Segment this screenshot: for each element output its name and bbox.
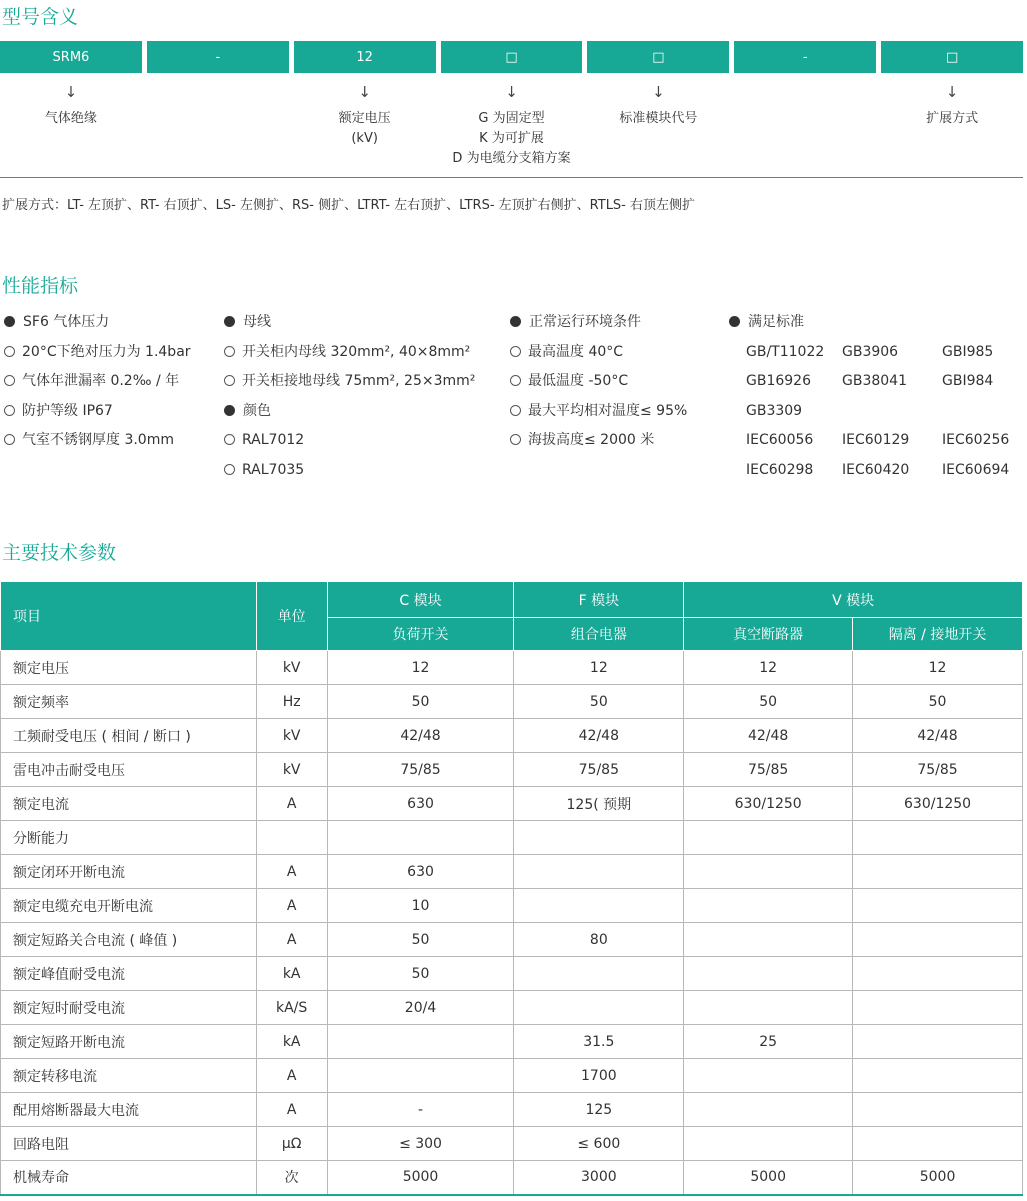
table-cell-unit: A <box>256 787 327 821</box>
perf-column-environment <box>510 312 687 460</box>
perf-text: 海拔高度≤ 2000 米 <box>528 432 655 448</box>
perf-text: SF6 气体压力 <box>23 314 110 330</box>
table-cell-unit: kA <box>256 1025 327 1059</box>
perf-item <box>4 401 191 431</box>
standards-grid <box>746 342 1027 490</box>
header-v-sub-isolator: 隔离 / 接地开关 <box>853 618 1023 651</box>
perf-text: 颜色 <box>243 402 271 419</box>
perf-heading <box>224 312 475 342</box>
perf-column-gas <box>4 312 191 460</box>
table-cell-value: 50 <box>327 923 514 957</box>
table-cell-value: 50 <box>327 685 514 719</box>
hollow-bullet-icon <box>224 375 235 386</box>
table-cell-value: 125 <box>514 1093 684 1127</box>
table-cell-value: 50 <box>327 957 514 991</box>
standard-item: GBI985 <box>942 343 994 360</box>
perf-heading <box>224 401 475 431</box>
header-c-sub: 负荷开关 <box>327 618 514 651</box>
table-cell-value <box>853 855 1023 889</box>
table-cell-unit: A <box>256 889 327 923</box>
perf-text: 开关柜内母线 320mm², 40×8mm² <box>242 343 471 360</box>
table-cell-value <box>514 821 684 855</box>
perf-text: 最高温度 40°C <box>528 343 624 360</box>
table-row-label: 额定短路开断电流 <box>1 1025 257 1059</box>
standard-item: GB16926 <box>746 373 811 389</box>
hollow-bullet-icon <box>224 464 235 475</box>
table-cell-value <box>514 889 684 923</box>
table-row-label: 分断能力 <box>1 821 257 855</box>
perf-item <box>510 401 687 431</box>
perf-text: RAL7035 <box>242 461 305 478</box>
table-cell-value <box>514 855 684 889</box>
table-cell-value: 25 <box>684 1025 853 1059</box>
table-cell-unit: kA <box>256 957 327 991</box>
table-cell-value: 75/85 <box>853 753 1023 787</box>
table-cell-value <box>853 991 1023 1025</box>
table-row-label: 额定闭环开断电流 <box>1 855 257 889</box>
perf-item <box>224 460 475 490</box>
header-c-module: C 模块 <box>327 582 514 618</box>
table-cell-value: 5000 <box>684 1161 853 1195</box>
table-row <box>1 1093 1023 1127</box>
table-cell-unit: kV <box>256 719 327 753</box>
table-cell-value <box>327 821 514 855</box>
table-cell-unit: A <box>256 923 327 957</box>
model-meaning-column <box>294 83 436 169</box>
table-cell-value: 42/48 <box>327 719 514 753</box>
perf-text: 最低温度 -50°C <box>528 373 629 389</box>
model-code-row <box>0 41 1023 73</box>
table-cell-value: 630 <box>327 787 514 821</box>
filled-bullet-icon <box>4 316 15 327</box>
standard-item: IEC60056 <box>746 432 814 448</box>
table-cell-value <box>853 821 1023 855</box>
spec-table-body <box>1 651 1023 1195</box>
header-item: 项目 <box>1 582 257 651</box>
table-cell-value: 630 <box>327 855 514 889</box>
table-cell-value: 42/48 <box>684 719 853 753</box>
table-row <box>1 889 1023 923</box>
table-row <box>1 1025 1023 1059</box>
table-row <box>1 923 1023 957</box>
spec-table <box>0 581 1023 1196</box>
hollow-bullet-icon <box>4 434 15 445</box>
down-arrow-icon: ↓ <box>358 83 371 101</box>
model-meaning-text: K 为可扩展 <box>479 131 544 146</box>
hollow-bullet-icon <box>510 434 521 445</box>
perf-section-title: 性能指标 <box>2 275 79 297</box>
standard-item: GB3309 <box>746 402 803 419</box>
filled-bullet-icon <box>224 405 235 416</box>
hollow-bullet-icon <box>4 405 15 416</box>
table-cell-value: 5000 <box>853 1161 1023 1195</box>
table-cell-value <box>684 1093 853 1127</box>
perf-text: 母线 <box>243 314 271 330</box>
standards-heading: 满足标准 <box>729 312 1027 342</box>
model-meaning-text: 标准模块代号 <box>619 111 698 126</box>
model-meaning-text: 气体绝缘 <box>44 111 97 126</box>
table-cell-value: 42/48 <box>853 719 1023 753</box>
table-row-label: 配用熔断器最大电流 <box>1 1093 257 1127</box>
table-cell-value: 75/85 <box>327 753 514 787</box>
table-cell-value: 630/1250 <box>684 787 853 821</box>
table-cell-value <box>684 991 853 1025</box>
table-cell-value <box>853 957 1023 991</box>
perf-text: 气体年泄漏率 0.2‰ / 年 <box>22 373 180 389</box>
table-cell-value <box>684 1059 853 1093</box>
table-cell-value: 12 <box>684 651 853 685</box>
table-cell-unit: kV <box>256 651 327 685</box>
perf-item <box>224 371 475 401</box>
down-arrow-icon <box>734 83 876 109</box>
table-cell-value: 50 <box>684 685 853 719</box>
table-cell-unit: A <box>256 1093 327 1127</box>
table-row <box>1 821 1023 855</box>
params-section-title: 主要技术参数 <box>2 542 117 564</box>
table-cell-value: 31.5 <box>514 1025 684 1059</box>
table-cell-value: 12 <box>853 651 1023 685</box>
perf-heading <box>510 312 687 342</box>
model-meaning-text: 扩展方式 <box>926 111 979 126</box>
table-row-label: 回路电阻 <box>1 1127 257 1161</box>
table-row-label: 额定电流 <box>1 787 257 821</box>
hollow-bullet-icon <box>4 346 15 357</box>
perf-column-busbar <box>224 312 475 489</box>
down-arrow-icon: ↓ <box>505 83 518 101</box>
table-row-label: 额定短时耐受电流 <box>1 991 257 1025</box>
table-cell-value: 10 <box>327 889 514 923</box>
table-cell-value: 50 <box>514 685 684 719</box>
model-meaning-column <box>441 83 583 169</box>
hollow-bullet-icon <box>4 375 15 386</box>
hollow-bullet-icon <box>510 405 521 416</box>
model-meaning-text: (kV) <box>351 131 378 146</box>
down-arrow-icon: ↓ <box>652 83 665 101</box>
model-code-cell: - <box>734 41 876 73</box>
table-row-label: 雷电冲击耐受电压 <box>1 753 257 787</box>
table-cell-unit: kV <box>256 753 327 787</box>
model-meaning-text: 额定电压 <box>338 111 391 126</box>
table-cell-value: 1700 <box>514 1059 684 1093</box>
model-meaning-column <box>0 83 142 169</box>
down-arrow-icon: ↓ <box>64 83 78 101</box>
table-row <box>1 957 1023 991</box>
table-cell-value: 50 <box>853 685 1023 719</box>
perf-item <box>510 342 687 372</box>
hollow-bullet-icon <box>224 346 235 357</box>
standard-item: IEC60129 <box>842 432 910 448</box>
perf-text: 开关柜接地母线 75mm², 25×3mm² <box>242 373 476 389</box>
standard-item <box>942 401 1027 431</box>
standard-item: GB38041 <box>842 373 907 389</box>
perf-item <box>510 371 687 401</box>
table-cell-value: 20/4 <box>327 991 514 1025</box>
model-code-cell: 12 <box>294 41 436 73</box>
perf-text: 最大平均相对温度≤ 95% <box>528 402 688 419</box>
perf-item <box>4 371 191 401</box>
header-v-module: V 模块 <box>684 582 1023 618</box>
table-cell-value <box>684 889 853 923</box>
table-cell-unit <box>256 821 327 855</box>
table-cell-value: ≤ 600 <box>514 1127 684 1161</box>
table-cell-value: 3000 <box>514 1161 684 1195</box>
table-row-label: 额定峰值耐受电流 <box>1 957 257 991</box>
standard-item: GB/T11022 <box>746 343 825 360</box>
table-cell-value <box>853 1127 1023 1161</box>
table-cell-value <box>684 923 853 957</box>
model-code-cell: - <box>147 41 289 73</box>
header-v-sub-breaker: 真空断路器 <box>684 618 853 651</box>
table-cell-unit: Hz <box>256 685 327 719</box>
table-row <box>1 991 1023 1025</box>
model-code-cell: □ <box>441 41 583 73</box>
model-meaning-column <box>587 83 729 169</box>
perf-text: 20°C下绝对压力为 1.4bar <box>22 343 191 360</box>
model-meaning-column <box>734 83 876 169</box>
table-cell-value: 42/48 <box>514 719 684 753</box>
model-meaning-column <box>881 83 1023 169</box>
standard-item: GB3906 <box>842 343 899 360</box>
hollow-bullet-icon <box>510 346 521 357</box>
perf-item <box>224 430 475 460</box>
table-cell-value <box>684 1127 853 1161</box>
section-divider <box>0 177 1023 178</box>
table-cell-value: ≤ 300 <box>327 1127 514 1161</box>
table-cell-value <box>514 991 684 1025</box>
table-cell-value <box>853 923 1023 957</box>
header-f-module: F 模块 <box>514 582 684 618</box>
table-cell-value: - <box>327 1093 514 1127</box>
table-cell-unit: A <box>256 1059 327 1093</box>
model-meaning-text: G 为固定型 <box>478 111 545 126</box>
table-row <box>1 1161 1023 1195</box>
table-row <box>1 719 1023 753</box>
standard-item <box>842 401 942 431</box>
table-cell-value <box>684 855 853 889</box>
table-cell-unit: 次 <box>256 1161 327 1195</box>
standard-item: IEC60298 <box>746 461 814 478</box>
table-cell-value: 75/85 <box>514 753 684 787</box>
perf-text: 正常运行环境条件 <box>529 314 641 330</box>
header-f-sub: 组合电器 <box>514 618 684 651</box>
table-row <box>1 651 1023 685</box>
table-row-label: 额定频率 <box>1 685 257 719</box>
table-cell-value <box>684 821 853 855</box>
model-meaning-text: D 为电缆分支箱方案 <box>452 151 571 166</box>
table-cell-unit: μΩ <box>256 1127 327 1161</box>
table-cell-value: 75/85 <box>684 753 853 787</box>
hollow-bullet-icon <box>224 434 235 445</box>
table-row <box>1 1127 1023 1161</box>
model-code-cell: □ <box>587 41 729 73</box>
table-row-label: 额定电缆充电开断电流 <box>1 889 257 923</box>
perf-item <box>510 430 687 460</box>
expand-note: 扩展方式：LT- 左顶扩、RT- 右顶扩、LS- 左侧扩、RS- 侧扩、LTRT- 左右顶扩、LTRS- 左顶扩右侧扩、RTLS- 右顶左侧扩 <box>2 198 696 213</box>
table-cell-value <box>853 1093 1023 1127</box>
perf-text: 防护等级 IP67 <box>22 402 113 419</box>
table-row-label: 机械寿命 <box>1 1161 257 1195</box>
hollow-bullet-icon <box>510 375 521 386</box>
table-row <box>1 1059 1023 1093</box>
table-cell-value <box>853 1025 1023 1059</box>
perf-item <box>224 342 475 372</box>
table-row-label: 额定转移电流 <box>1 1059 257 1093</box>
standard-item: IEC60256 <box>942 432 1010 448</box>
table-row-label: 额定电压 <box>1 651 257 685</box>
table-cell-value <box>853 889 1023 923</box>
table-row-label: 额定短路关合电流 ( 峰值 ) <box>1 923 257 957</box>
table-cell-value <box>327 1059 514 1093</box>
perf-text: 气室不锈钢厚度 3.0mm <box>22 432 174 448</box>
table-cell-value <box>684 957 853 991</box>
table-cell-value <box>327 1025 514 1059</box>
table-row <box>1 855 1023 889</box>
table-row-label: 工频耐受电压 ( 相间 / 断口 ) <box>1 719 257 753</box>
perf-heading <box>4 312 191 342</box>
model-code-cell: SRM6 <box>0 41 142 73</box>
perf-column-standards <box>729 312 1027 489</box>
model-meaning-column <box>147 83 289 169</box>
header-unit: 单位 <box>256 582 327 651</box>
down-arrow-icon <box>147 83 289 109</box>
table-cell-value <box>514 957 684 991</box>
table-cell-value: 630/1250 <box>853 787 1023 821</box>
table-cell-value: 12 <box>327 651 514 685</box>
table-cell-value: 125( 预期 <box>514 787 684 821</box>
filled-bullet-icon <box>729 316 740 327</box>
table-cell-value <box>853 1059 1023 1093</box>
standard-item: GBI984 <box>942 373 994 389</box>
perf-item <box>4 430 191 460</box>
model-meaning-row <box>0 83 1023 169</box>
table-row <box>1 787 1023 821</box>
table-row <box>1 685 1023 719</box>
model-code-cell: □ <box>881 41 1023 73</box>
table-row <box>1 753 1023 787</box>
standard-item: IEC60694 <box>942 461 1010 478</box>
down-arrow-icon: ↓ <box>945 83 959 101</box>
perf-text: RAL7012 <box>242 432 305 448</box>
standard-item: IEC60420 <box>842 461 910 478</box>
perf-item <box>4 342 191 372</box>
table-cell-value: 80 <box>514 923 684 957</box>
filled-bullet-icon <box>510 316 521 327</box>
model-section-title: 型号含义 <box>2 6 79 28</box>
filled-bullet-icon <box>224 316 235 327</box>
table-cell-unit: A <box>256 855 327 889</box>
table-cell-value: 5000 <box>327 1161 514 1195</box>
table-cell-unit: kA/S <box>256 991 327 1025</box>
table-cell-value: 12 <box>514 651 684 685</box>
